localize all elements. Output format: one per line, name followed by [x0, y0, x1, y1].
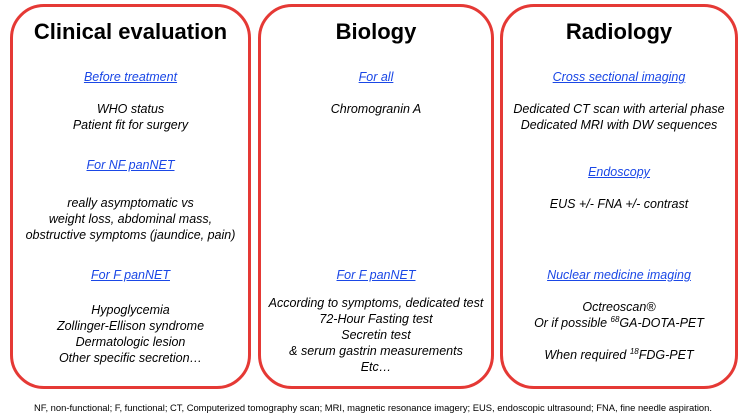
text-line: Dedicated CT scan with arterial phase — [513, 102, 725, 116]
clinical-evaluation-panel — [10, 4, 251, 389]
text-line: According to symptoms, dedicated test — [268, 296, 484, 310]
cross-sectional-text — [503, 101, 735, 133]
nuclear-medicine-text — [503, 299, 735, 331]
text-line: Dermatologic lesion — [75, 335, 186, 349]
before-treatment-link[interactable]: Before treatment — [83, 70, 178, 84]
radiology-title: Radiology — [565, 19, 673, 44]
text-line: Etc… — [360, 360, 392, 374]
octreoscan-line: Octreoscan® — [582, 300, 656, 314]
text-line: Chromogranin A — [330, 102, 422, 116]
nuclear-medicine-imaging-link[interactable]: Nuclear medicine imaging — [547, 268, 691, 282]
text-line: Patient fit for surgery — [72, 118, 189, 132]
text-line: weight loss, abdominal mass, — [48, 212, 213, 226]
text-line: obstructive symptoms (jaundice, pain) — [25, 228, 236, 242]
biology-title: Biology — [335, 19, 417, 44]
nf-pannet-text — [13, 195, 248, 243]
fdg-prefix: When required — [544, 348, 630, 362]
text-line: really asymptomatic vs — [67, 196, 194, 210]
fdg-pet-text — [503, 347, 735, 363]
for-all-text — [261, 101, 491, 117]
text-line: Dedicated MRI with DW sequences — [520, 118, 718, 132]
fdg-suffix: FDG-PET — [638, 348, 694, 362]
ga-superscript: 68 — [610, 314, 620, 324]
text-line: Secretin test — [341, 328, 411, 342]
abbreviations-footnote: NF, non-functional; F, functional; CT, Computerized tomography scan; MRI, magnetic resonance imagery; EUS, endoscopic ultrasound; FNA, fine needle aspiration. — [34, 402, 712, 413]
biology-panel — [258, 4, 494, 389]
ga-dota-pet-line — [503, 315, 735, 331]
text-line: 72-Hour Fasting test — [319, 312, 433, 326]
endoscopy-link[interactable]: Endoscopy — [588, 165, 650, 179]
f-pannet-link[interactable]: For F panNET — [91, 268, 170, 282]
text-line: & serum gastrin measurements — [289, 344, 463, 358]
text-line: WHO status — [96, 102, 165, 116]
text-line: EUS +/- FNA +/- contrast — [549, 197, 689, 211]
text-line: Zollinger-Ellison syndrome — [56, 319, 205, 333]
for-all-link[interactable]: For all — [358, 70, 394, 84]
ga-suffix: GA-DOTA-PET — [619, 316, 704, 330]
f-pannet-text — [13, 302, 248, 366]
fdg-pet-line — [503, 347, 735, 363]
endoscopy-text — [503, 196, 735, 212]
clinical-title: Clinical evaluation — [33, 19, 228, 44]
text-line: Other specific secretion… — [58, 351, 203, 365]
biology-f-pannet-text — [261, 295, 491, 375]
radiology-panel — [500, 4, 738, 389]
nf-pannet-link[interactable]: For NF panNET — [86, 158, 175, 172]
biology-f-pannet-link[interactable]: For F panNET — [336, 268, 416, 282]
text-line: Hypoglycemia — [91, 303, 170, 317]
cross-sectional-imaging-link[interactable]: Cross sectional imaging — [552, 70, 686, 84]
ga-prefix: Or if possible — [534, 316, 611, 330]
fdg-superscript: 18 — [629, 346, 639, 356]
before-treatment-text — [13, 101, 248, 133]
